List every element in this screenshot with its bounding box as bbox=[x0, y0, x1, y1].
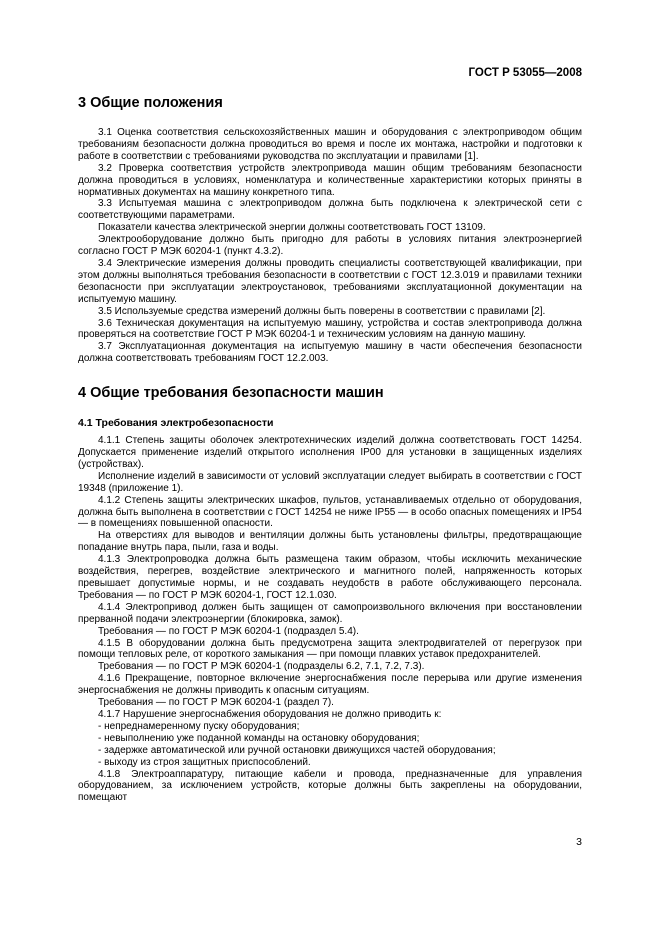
section-3-heading: 3 Общие положения bbox=[78, 95, 223, 111]
paragraph: Исполнение изделий в зависимости от условий эксплуатации следует выбирать в соответствии с ГОСТ 19348 (приложение 1). bbox=[78, 470, 582, 494]
page-content bbox=[78, 95, 582, 804]
paragraph: 3.7 Эксплуатационная документация на испытуемую машину в части обеспечения безопасности должна соответствовать требованиям ГОСТ 12.2.003. bbox=[78, 341, 582, 365]
paragraph: 4.1.7 Нарушение энергоснабжения оборудования не должно приводить к: bbox=[98, 708, 442, 720]
paragraph: 4.1.2 Степень защиты электрических шкафов, пультов, устанавливаемых отдельно от оборудования, должна быть выполнена в соответствии с ГОСТ 14254 не ниже IP55 — в особо опасных помещениях и IP54 — в помещениях повышенной опасности. bbox=[78, 494, 582, 530]
paragraph: 3.1 Оценка соответствия сельскохозяйственных машин и оборудования с электроприводом общим требованиям безопасности должна проводиться во время и после их монтажа, настройки и подготовки к работе в соответствии с требованиями руководства по эксплуатации и правилами [1]. bbox=[78, 127, 582, 162]
paragraph: Требования — по ГОСТ Р МЭК 60204-1 (подразделы 6.2, 7.1, 7.2, 7.3). bbox=[98, 661, 425, 673]
paragraph: 4.1.6 Прекращение, повторное включение энергоснабжения после перерыва или другие изменения энергоснабжения не должны приводить к опасным ситуациям. bbox=[78, 673, 582, 697]
paragraph: Требования — по ГОСТ Р МЭК 60204-1 (раздел 7). bbox=[98, 697, 334, 709]
paragraph: 3.3 Испытуемая машина с электроприводом должна быть подключена к электрической сети с соответствующими параметрами. bbox=[78, 198, 582, 222]
paragraph: 3.6 Техническая документация на испытуемую машину, устройства и состав электропривода должна проверяться на соответствие ГОСТ Р МЭК 60204-1 и техническим условиям на данную машину. bbox=[78, 317, 582, 341]
page-number: 3 bbox=[576, 836, 582, 848]
document-id: ГОСТ Р 53055—2008 bbox=[468, 67, 582, 79]
subsection-4-1-heading: 4.1 Требования электробезопасности bbox=[78, 417, 274, 430]
section-3 bbox=[78, 95, 582, 365]
paragraph: 3.4 Электрические измерения должны проводить специалисты соответствующей квалификации, при этом должны выполняться требования безопасности в соответствии с ГОСТ 12.3.019 и правилами техники безопасности при эксплуатации электроустановок, требованиями эксплуатационной документации на испытуемую машину. bbox=[78, 257, 582, 305]
paragraph: 3.2 Проверка соответствия устройств электропривода машин общим требованиям безопасности должна проводиться в условиях, номенклатура и количественные характеристики которых приняты в нормативных документах на машину конкретного типа. bbox=[78, 162, 582, 198]
list-item: - задержке автоматической или ручной остановки движущихся частей оборудования; bbox=[98, 744, 496, 756]
paragraph: 4.1.1 Степень защиты оболочек электротехнических изделий должна соответствовать ГОСТ 14254. Допускается применение изделий открытого исполнения IP00 для установки в защищенных изделиях (устройствах). bbox=[78, 435, 582, 470]
paragraph: Показатели качества электрической энергии должны соответствовать ГОСТ 13109. bbox=[98, 222, 486, 234]
paragraph: 4.1.8 Электроаппаратуру, питающие кабели и провода, предназначенные для управления оборудованием, за исключением устройств, которые должны быть закреплены на оборудовании, помещают bbox=[78, 768, 582, 804]
section-4 bbox=[78, 385, 582, 804]
paragraph: 3.5 Используемые средства измерений должны быть поверены в соответствии с правилами [2]. bbox=[98, 305, 546, 317]
paragraph: 4.1.3 Электропроводка должна быть размещена таким образом, чтобы исключить механические воздействия, перегрев, воздействие электрического и магнитного полей, напряженность которых превышает допустимые нормы, и не создавать неудобств в работе обслуживающего персонала. Требования — по ГОСТ Р МЭК 60204-1, ГОСТ 12.1.030. bbox=[78, 554, 582, 601]
list-item: - непреднамеренному пуску оборудования; bbox=[98, 720, 300, 732]
paragraph: Требования — по ГОСТ Р МЭК 60204-1 (подраздел 5.4). bbox=[98, 625, 359, 637]
paragraph: Электрооборудование должно быть пригодно для работы в условиях питания электроэнергией согласно ГОСТ Р МЭК 60204-1 (пункт 4.3.2). bbox=[78, 234, 582, 258]
section-4-heading: 4 Общие требования безопасности машин bbox=[78, 385, 384, 402]
list-item: - выходу из строя защитных приспособлений. bbox=[98, 756, 311, 768]
paragraph: 4.1.4 Электропривод должен быть защищен от самопроизвольного включения при восстановлении прерванной подачи электроэнергии (блокировка, замок). bbox=[78, 601, 582, 625]
list-item: - невыполнению уже поданной команды на остановку оборудования; bbox=[98, 732, 420, 744]
paragraph: 4.1.5 В оборудовании должна быть предусмотрена защита электродвигателей от перегрузок при помощи тепловых реле, от короткого замыкания — при помощи плавких уставок предохранителей. bbox=[78, 637, 582, 661]
paragraph: На отверстиях для выводов и вентиляции должны быть установлены фильтры, предотвращающие попадание внутрь пара, пыли, газа и воды. bbox=[78, 530, 582, 554]
